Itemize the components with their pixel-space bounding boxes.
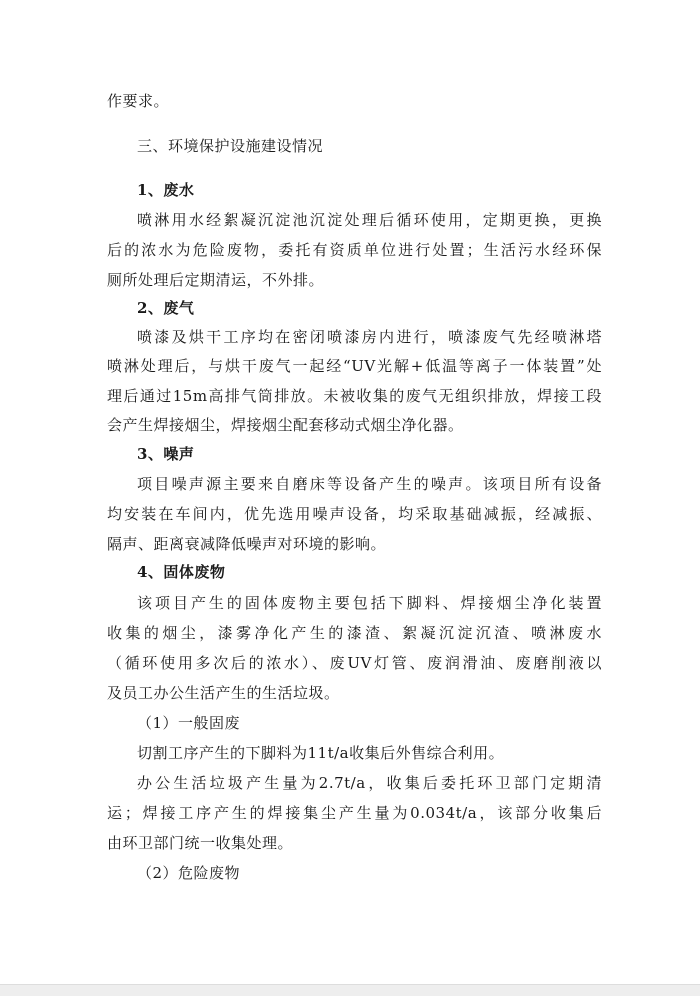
subheading-waste-gas: 2、废气 bbox=[137, 299, 195, 317]
subheading-noise: 3、噪声 bbox=[137, 445, 195, 463]
paragraph-line: 及员工办公生活产生的生活垃圾。 bbox=[107, 684, 340, 702]
paragraph-line: 喷淋用水经絮凝沉淀池沉淀处理后循环使用，定期更换，更换 bbox=[137, 211, 602, 229]
item-hazardous-waste: （2）危险废物 bbox=[137, 864, 241, 882]
paragraph-line: 运；焊接工序产生的焊接集尘产生量为0.034t/a，该部分收集后 bbox=[107, 804, 602, 822]
paragraph-line: 收集的烟尘，漆雾净化产生的漆渣、絮凝沉淀沉渣、喷淋废水 bbox=[107, 624, 602, 642]
paragraph-line: 后的浓水为危险废物，委托有资质单位进行处置；生活污水经环保 bbox=[107, 241, 602, 259]
paragraph-line: 理后通过15m高排气筒排放。未被收集的废气无组织排放，焊接工段 bbox=[107, 387, 602, 405]
paragraph-line: 办公生活垃圾产生量为2.7t/a，收集后委托环卫部门定期清 bbox=[137, 774, 602, 792]
item-general-solid-waste: （1）一般固废 bbox=[137, 714, 241, 732]
paragraph-line: 该项目产生的固体废物主要包括下脚料、焊接烟尘净化装置 bbox=[137, 594, 602, 612]
paragraph-line: 由环卫部门统一收集处理。 bbox=[107, 834, 294, 852]
section-heading-3: 三、环境保护设施建设情况 bbox=[137, 137, 324, 155]
viewer-bottom-bar bbox=[0, 984, 700, 996]
paragraph-line: 会产生焊接烟尘，焊接烟尘配套移动式烟尘净化器。 bbox=[107, 416, 464, 434]
paragraph-line: 项目噪声源主要来自磨床等设备产生的噪声。该项目所有设备 bbox=[137, 475, 602, 493]
subheading-wastewater: 1、废水 bbox=[137, 181, 195, 199]
subheading-solid-waste: 4、固体废物 bbox=[137, 563, 226, 581]
paragraph-line: 厕所处理后定期清运，不外排。 bbox=[107, 271, 325, 289]
paragraph-line: 隔声、距离衰减降低噪声对环境的影响。 bbox=[107, 535, 387, 553]
paragraph-line: （循环使用多次后的浓水）、废UV灯管、废润滑油、废磨削液以 bbox=[107, 654, 602, 672]
text-line-continuation: 作要求。 bbox=[107, 92, 170, 110]
paragraph-line: 喷漆及烘干工序均在密闭喷漆房内进行，喷漆废气先经喷淋塔 bbox=[137, 328, 602, 346]
paragraph-line: 均安装在车间内，优先选用噪声设备，均采取基础减振，经减振、 bbox=[107, 505, 602, 523]
paragraph-line: 切割工序产生的下脚料为11t/a收集后外售综合利用。 bbox=[137, 744, 505, 762]
paragraph-line: 喷淋处理后，与烘干废气一起经“UV光解+低温等离子一体装置”处 bbox=[107, 357, 602, 375]
